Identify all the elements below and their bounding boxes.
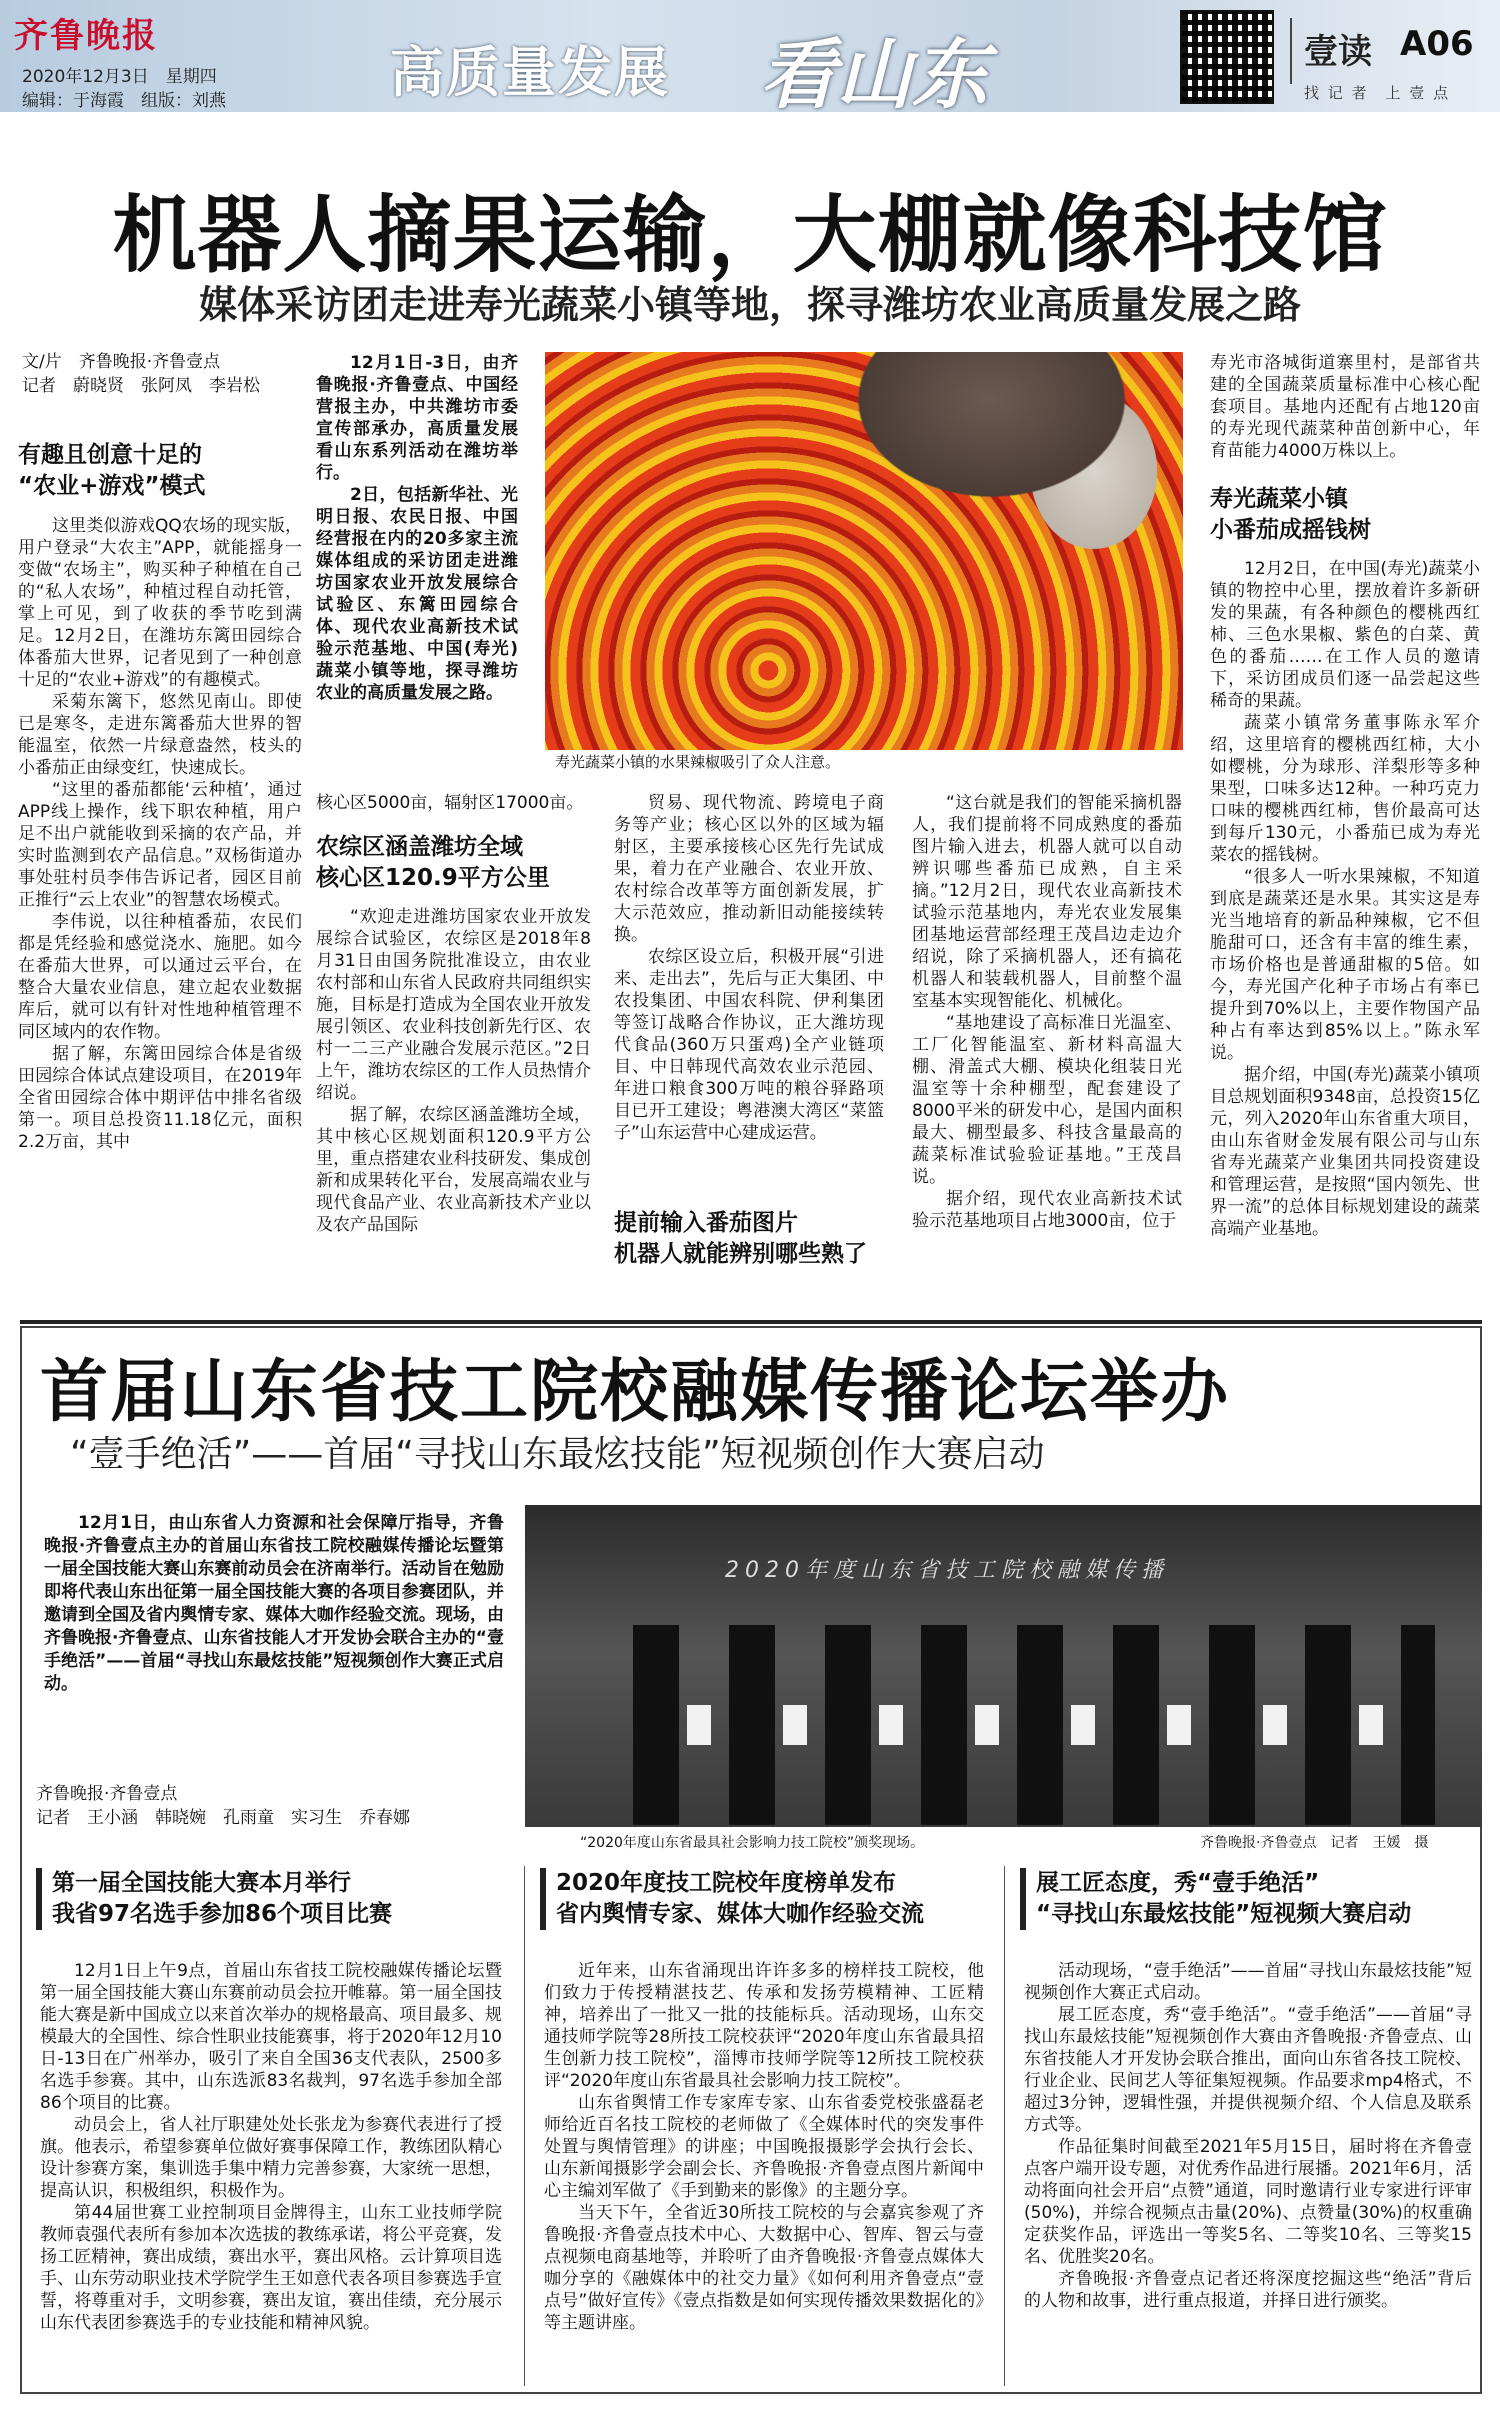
story2-lead xyxy=(44,1512,504,1696)
story1-photo-caption: 寿光蔬菜小镇的水果辣椒吸引了众人注意。 xyxy=(545,750,1183,774)
story1-col5-subhead: 寿光蔬菜小镇 小番茄成摇钱树 xyxy=(1210,486,1371,543)
paragraph: “这里的番茄都能‘云种植’，通过APP线上操作，线下职农种植，用户足不出户就能收到采摘的农产品，并实时监测到农产品信息。”双杨街道办事处驻村员李伟告诉记者，园区目前正推行“云上农业”的智慧农场模式。 xyxy=(18,780,302,910)
paragraph: 农综区设立后，积极开展“引进来、走出去”，先后与正大集团、中农投集团、中国农科院、伊利集团等签订战略合作协议，正大潍坊现代食品(360万只蛋鸡)全产业链项目、中日韩现代高效农业示范园、年进口粮食300万吨的粮谷驿路项目已开工建设；粤港澳大湾区“菜篮子”山东运营中心建成运营。 xyxy=(614,947,884,1143)
paragraph: 据介绍，现代农业高新技术试验示范基地项目占地3000亩，位于 xyxy=(912,1189,1182,1231)
paragraph: 据了解，东篱田园综合体是省级田园综合体试点建设项目，在2019年全省田园综合体中期评估中排名省级第一。项目总投资11.18亿元，面积2.2万亩，其中 xyxy=(18,1044,302,1152)
paragraph: “很多人一听水果辣椒，不知道到底是蔬菜还是水果。其实这是寿光当地培育的新品种辣椒，它不但脆甜可口，还含有丰富的维生素，市场价格也是普通甜椒的5倍。如今，寿光国产化种子市场占有率已提升到70%以上，主要作物国产品种占有率达到85%以上。”陈永军说。 xyxy=(1210,867,1480,1063)
story1-col3-body xyxy=(614,792,884,1144)
paragraph: 据了解，农综区涵盖潍坊全域，其中核心区规划面积120.9平方公里，重点搭建农业科技研发、集成创新和成果转化平台，发展高端农业与现代食品产业、农业高新技术产业以及农产品国际 xyxy=(316,1105,591,1235)
photo-certificates xyxy=(653,1705,1453,1745)
paragraph: 第44届世赛工业控制项目金牌得主，山东工业技师学院教师袁强代表所有参加本次选拔的教练承诺，将公平竞赛，发扬工匠精神，赛出成绩，赛出水平，赛出风格。云计算项目选手、山东劳动职业技术学院学生王如意代表各项目参赛选手宣誓，将尊重对手，文明参赛，赛出友谊，赛出佳绩，充分展示山东代表团参赛选手的专业技能和精神风貌。 xyxy=(40,2203,502,2333)
story1-intro xyxy=(316,352,518,704)
story1-col5-lead: 寿光市洛城街道寨里村，是部省共建的全国蔬菜质量标准中心核心配套项目。基地内还配有占地120亩的寿光现代蔬菜种苗创新中心，年育苗能力4000万株以上。 xyxy=(1210,353,1480,461)
paragraph: 齐鲁晚报·齐鲁壹点记者还将深度挖掘这些“绝活”背后的人物和故事，进行重点报道，并择日进行颁奖。 xyxy=(1024,2269,1472,2311)
story1-col2-subhead: 农综区涵盖潍坊全域 核心区120.9平方公里 xyxy=(316,834,550,891)
paragraph: 据介绍，中国(寿光)蔬菜小镇项目总规划面积9348亩，总投资15亿元，列入2020年山东省重大项目，由山东省财金发展有限公司与山东省寿光蔬菜产业集团共同投资建设和管理运营，是按照“国内领先、世界一流”的总体目标规划建设的蔬菜高端产业基地。 xyxy=(1210,1065,1480,1239)
story2-subheadline: “壹手绝活”——首届“寻找山东最炫技能”短视频创作大赛启动 xyxy=(70,1434,1045,1475)
paragraph: 山东省舆情工作专家库专家、山东省委党校张盛磊老师给近百名技工院校的老师做了《全媒体时代的突发事件处置与舆情管理》的讲座；中国晚报摄影学会执行会长、山东新闻摄影学会副会长、齐鲁晚报·齐鲁壹点图片新闻中心主编刘军做了《手到勤来的影像》的主题分享。 xyxy=(544,2093,984,2201)
story1-col4-body xyxy=(912,792,1182,1232)
section-heading: 展工匠态度，秀“壹手绝活” xyxy=(1036,1870,1320,1896)
paragraph: 12月1日，由山东省人力资源和社会保障厅指导，齐鲁晚报·齐鲁壹点主办的首届山东省技工院校融媒传播论坛暨第一届全国技能大赛山东赛前动员会在济南举行。活动旨在勉励即将代表山东出征第一届全国技能大赛的各项目参赛团队，并邀请到全国及省内舆情专家、媒体大咖作经验交流。现场，由齐鲁晚报·齐鲁壹点、山东省技能人才开发协会联合主办的“壹手绝活”——首届“寻找山东最炫技能”短视频创作大赛正式启动。 xyxy=(44,1513,504,1694)
story2-sec1-heading xyxy=(36,1868,506,1930)
column-rule xyxy=(1004,1866,1005,2386)
story1-col1-body xyxy=(18,515,302,1153)
story1-col3-subhead: 提前输入番茄图片 机器人就能辨别哪些熟了 xyxy=(614,1210,867,1267)
paragraph: 李伟说，以往种植番茄，农民们都是凭经验和感觉浇水、施肥。如今在番茄大世界，可以通过云平台，在整合大量农业信息，建立起农业数据库后，就可以有针对性地种植管理不同区域内的农作物。 xyxy=(18,912,302,1042)
paragraph: 动员会上，省人社厅职建处处长张龙为参赛代表进行了授旗。他表示，希望参赛单位做好赛事保障工作，教练团队精心设计参赛方案，集训选手集中精力完善参赛，大家统一思想，提高认识，积极组织，积极作为。 xyxy=(40,2115,502,2201)
masthead-slogan: 找 记 者 上 壹 点 xyxy=(1304,84,1451,102)
section-banner-script: 看山东 xyxy=(760,30,988,119)
section-subheading: 我省97名选手参加86个项目比赛 xyxy=(52,1901,393,1927)
photo-backdrop-text: 2020年度山东省技工院校融媒传播 xyxy=(725,1558,1169,1583)
story1-photo xyxy=(545,352,1183,750)
paragraph: 2日，包括新华社、光明日报、农民日报、中国经营报在内的20多家主流媒体组成的采访团走进潍坊国家农业开放发展综合试验区、东篱田园综合体、现代农业高新技术试验示范基地、中国(寿光)蔬菜小镇等地，探寻潍坊农业的高质量发展之路。 xyxy=(316,485,518,703)
story2-sec3-body xyxy=(1024,1960,1472,2312)
story2-sec3-heading xyxy=(1020,1868,1476,1930)
story2-sec2-heading xyxy=(540,1868,1000,1930)
section-subheading: 省内舆情专家、媒体大咖作经验交流 xyxy=(556,1901,924,1927)
section-heading: 第一届全国技能大赛本月举行 xyxy=(52,1870,351,1896)
story1-col2-body xyxy=(316,906,591,1236)
paragraph: 12月1日上午9点，首届山东省技工院校融媒传播论坛暨第一届全国技能大赛山东赛前动员会拉开帷幕。第一届全国技能大赛是新中国成立以来首次举办的规格最高、项目最多、规模最大的全国性、综合性职业技能赛事，将于2020年12月10日-13日在广州举办，吸引了来自全国36支代表队，2500多名选手参赛。其中，山东选派83名裁判，97名选手参加全部86个项目的比赛。 xyxy=(40,1961,502,2113)
editor-credits: 编辑：于海霞 组版：刘燕 xyxy=(22,91,226,111)
story1-col2-lead: 核心区5000亩，辐射区17000亩。 xyxy=(316,793,584,813)
section-banner-title: 高质量发展 xyxy=(390,41,670,104)
story1-subheadline: 媒体采访团走进寿光蔬菜小镇等地，探寻潍坊农业高质量发展之路 xyxy=(198,283,1301,327)
byline-line: 记者 王小涵 韩晓婉 孔雨童 实习生 乔春娜 xyxy=(36,1808,410,1828)
paragraph: 贸易、现代物流、跨境电子商务等产业；核心区以外的区域为辐射区，主要承接核心区先行先试成果，着力在产业融合、农业开放、农村综合改革等方面创新发展，扩大示范效应，推动新旧动能接续转换。 xyxy=(614,793,884,945)
publication-date: 2020年12月3日 星期四 xyxy=(22,67,217,87)
paragraph: 12月1日-3日，由齐鲁晚报·齐鲁壹点、中国经营报主办，中共潍坊市委宣传部承办，高质量发展看山东系列活动在潍坊举行。 xyxy=(316,353,518,483)
story1-col1-subhead: 有趣且创意十足的 “农业+游戏”模式 xyxy=(18,442,206,499)
newspaper-logo: 齐鲁晚报 xyxy=(14,16,158,56)
paragraph: 作品征集时间截至2021年5月15日，届时将在齐鲁壹点客户端开设专题，对优秀作品进行展播。2021年6月，活动将面向社会开启“点赞”通道，同时邀请行业专家进行评审(50%)，并综合视频点击量(20%)、点赞量(30%)的权重确定获奖作品，评选出一等奖5名、二等奖10名、三等奖15名、优胜奖20名。 xyxy=(1024,2137,1472,2267)
paragraph: “这台就是我们的智能采摘机器人，我们提前将不同成熟度的番茄图片输入进去，机器人就可以自动辨识哪些番茄已成熟，自主采摘。”12月2日，现代农业高新技术试验示范基地内，寿光农业发展集团基地运营部经理王茂昌边走边介绍说，除了采摘机器人，还有搞花机器人和装载机器人，目前整个温室基本实现智能化、机械化。 xyxy=(912,793,1182,1011)
column-rule xyxy=(524,1866,525,2386)
story2-photo xyxy=(525,1505,1482,1827)
story2-photo-credit: 齐鲁晚报·齐鲁壹点 记者 王媛 摄 xyxy=(1200,1835,1429,1851)
section-subheading: “寻找山东最炫技能”短视频大赛启动 xyxy=(1036,1901,1412,1927)
section-name: 壹读 xyxy=(1304,32,1372,72)
paragraph: 展工匠态度，秀“壹手绝活”。“壹手绝活”——首届“寻找山东最炫技能”短视频创作大赛由齐鲁晚报·齐鲁壹点、山东省技能人才开发协会联合推出，面向山东省各技工院校、行业企业、民间艺人等征集短视频。作品要求mp4格式，不超过3分钟，逻辑性强，并提供视频介绍、个人信息及联系方式等。 xyxy=(1024,2005,1472,2135)
story2-sec1-body xyxy=(40,1960,502,2334)
qr-code-icon[interactable] xyxy=(1180,10,1274,104)
paragraph: 12月2日，在中国(寿光)蔬菜小镇的物控中心里，摆放着许多新研发的果蔬，有各种颜色的樱桃西红柿、三色水果椒、紫色的白菜、黄色的番茄……在工作人员的邀请下，采访团成员们逐一品尝起这些稀奇的果蔬。 xyxy=(1210,559,1480,711)
paragraph: “欢迎走进潍坊国家农业开放发展综合试验区，农综区是2018年8月31日由国务院批准设立，由农业农村部和山东省人民政府共同组织实施，目标是打造成为全国农业开放发展引领区、农业科技创新先行区、农村一二三产业融合发展示范区。”2日上午，潍坊农综区的工作人员热情介绍说。 xyxy=(316,907,591,1103)
byline-line: 记者 蔚晓贤 张阿凤 李岩松 xyxy=(22,376,260,396)
story1-headline: 机器人摘果运输，大棚就像科技馆 xyxy=(112,186,1388,284)
paragraph: 近年来，山东省涌现出许许多多的榜样技工院校，他们致力于传授精湛技艺、传承和发扬劳模精神、工匠精神，培养出了一批又一批的技能标兵。活动现场，山东交通技师学院等28所技工院校获评“2020年度山东省最具招生创新力技工院校”，淄博市技师学院等12所技工院校获评“2020年度山东省最具社会影响力技工院校”。 xyxy=(544,1961,984,2091)
story2-headline: 首届山东省技工院校融媒传播论坛举办 xyxy=(40,1353,1231,1432)
byline-line: 文/片 齐鲁晚报·齐鲁壹点 xyxy=(22,352,221,372)
story2-sec2-body xyxy=(544,1960,984,2334)
section-heading: 2020年度技工院校年度榜单发布 xyxy=(556,1870,897,1896)
story1-byline xyxy=(22,350,322,398)
paragraph: “基地建设了高标准日光温室、工厂化智能温室、新材料高温大棚、滑盖式大棚、模块化组装日光温室等十余种棚型，配套建设了8000平米的研发中心，是国内面积最大、棚型最多、科技含量最高的蔬菜标准试验验证基地。”王茂昌说。 xyxy=(912,1013,1182,1187)
page-number: A06 xyxy=(1400,24,1474,64)
paragraph: 蔬菜小镇常务董事陈永军介绍，这里培育的樱桃西红柿，大小如樱桃，分为球形、洋梨形等多种果型，口味多达12种。一种巧克力口味的樱桃西红柿，售价最高可达到每斤130元，小番茄已成为寿光菜农的摇钱树。 xyxy=(1210,713,1480,865)
byline-line: 齐鲁晚报·齐鲁壹点 xyxy=(36,1784,178,1804)
section-divider xyxy=(20,1320,1482,1324)
paragraph: 当天下午，全省近30所技工院校的与会嘉宾参观了齐鲁晚报·齐鲁壹点技术中心、大数据中心、智库、智云与壹点视频电商基地等，并聆听了由齐鲁晚报·齐鲁壹点媒体大咖分享的《融媒体中的社交力量》《如何利用齐鲁壹点“壹点号”做好宣传》《壹点指数是如何实现传播效果数据化的》等主题讲座。 xyxy=(544,2203,984,2333)
paragraph: 这里类似游戏QQ农场的现实版，用户登录“大农主”APP，就能摇身一变做“农场主”，购买种子种植在自己的“私人农场”，种植过程自动托管，掌上可见，到了收获的季节吃到满足。12月2日，在潍坊东篱田园综合体番茄大世界，记者见到了一种创意十足的“农业+游戏”的有趣模式。 xyxy=(18,516,302,690)
paragraph: 活动现场，“壹手绝活”——首届“寻找山东最炫技能”短视频创作大赛正式启动。 xyxy=(1024,1961,1472,2003)
story1-col5-body xyxy=(1210,558,1480,1240)
masthead-divider xyxy=(1290,18,1292,84)
story2-byline xyxy=(36,1782,516,1830)
story2-photo-caption: “2020年度山东省最具社会影响力技工院校”颁奖现场。 xyxy=(580,1835,925,1851)
paragraph: 采菊东篱下，悠然见南山。即使已是寒冬，走进东篱番茄大世界的智能温室，依然一片绿意盎然，枝头的小番茄正由绿变红，快速成长。 xyxy=(18,692,302,778)
